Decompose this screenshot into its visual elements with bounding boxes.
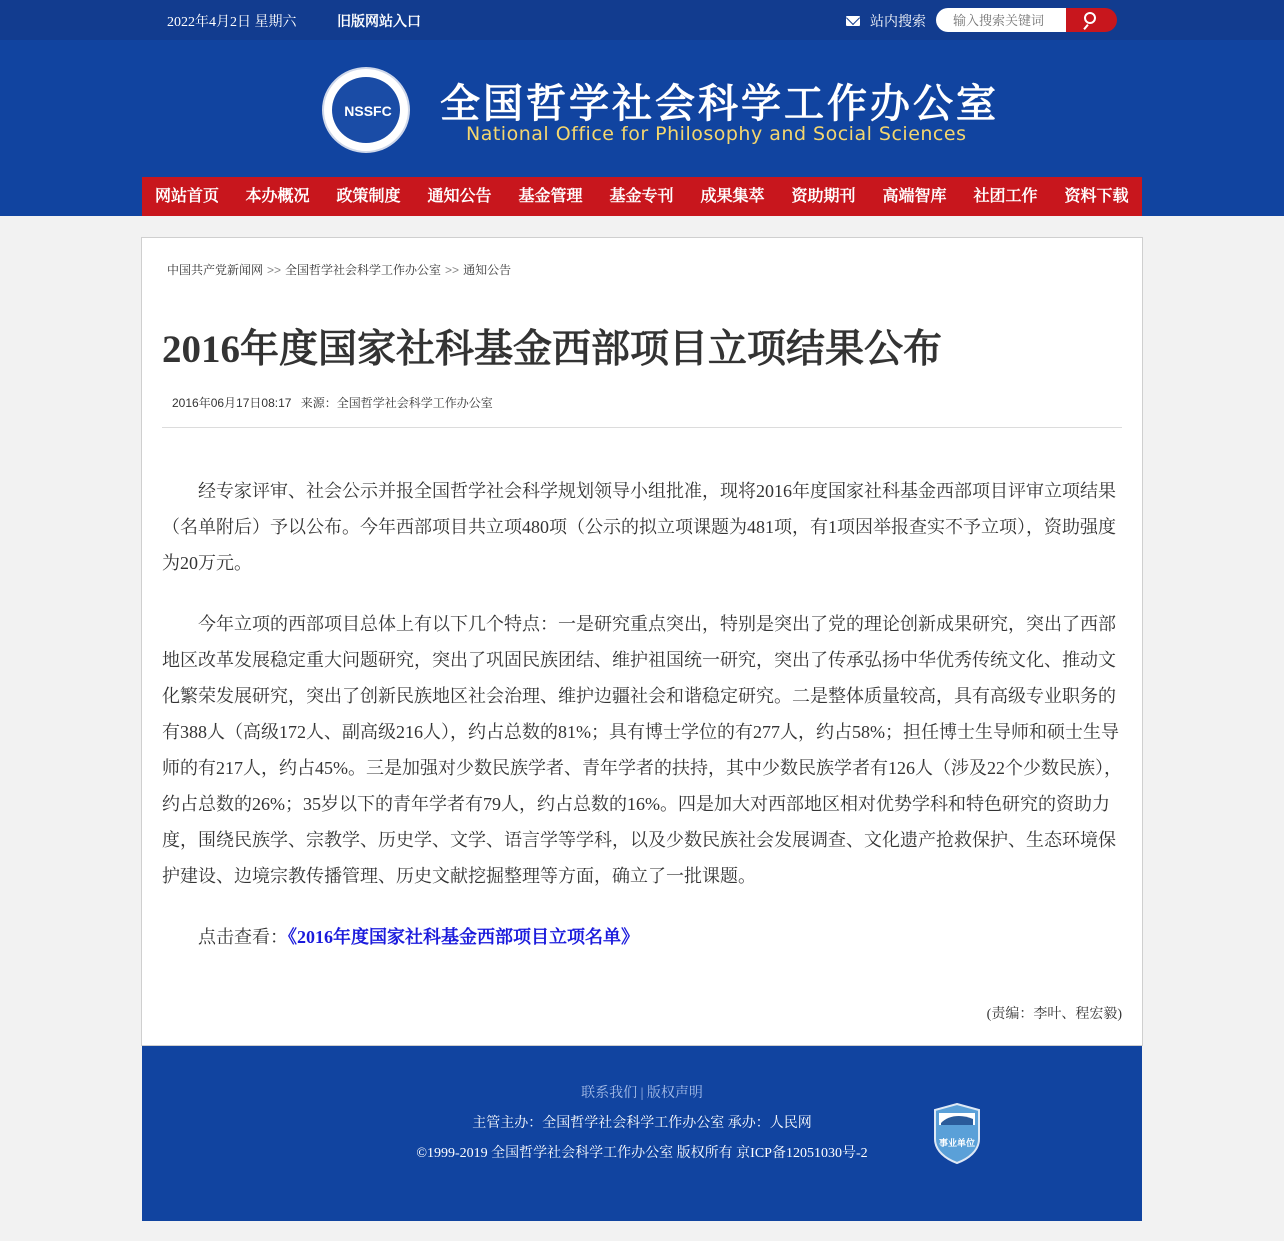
nav-about[interactable]: 本办概况	[245, 188, 310, 205]
site-search-label: 站内搜索	[870, 15, 926, 30]
breadcrumb-separator: >>	[267, 263, 282, 277]
nav-associations[interactable]: 社团工作	[973, 188, 1038, 205]
nav-fund-journal[interactable]: 基金专刊	[609, 188, 674, 205]
article-container	[141, 237, 1143, 1046]
nav-think-tanks[interactable]: 高端智库	[882, 188, 947, 205]
site-title-cn: 全国哲学社会科学工作办公室	[440, 81, 999, 126]
article-paragraph: 经专家评审、社会公示并报全国哲学社会科学规划领导小组批准，现将2016年度国家社科基金西部项目评审立项结果（名单附后）予以公布。今年西部项目共立项480项（公示的拟立项课题为481项，有1项因举报查实不予立项），资助强度为20万元。	[162, 481, 1116, 573]
click-to-view	[162, 919, 1122, 955]
editor-credit: (责编：李叶、程宏毅)	[986, 1007, 1122, 1022]
article-title: 2016年度国家社科基金西部项目立项结果公布	[162, 328, 943, 371]
footer-divider: |	[640, 1086, 644, 1101]
nav-downloads[interactable]: 资料下载	[1064, 188, 1129, 205]
article-meta	[172, 394, 493, 411]
search-input[interactable]	[936, 8, 1068, 32]
nav-home[interactable]: 网站首页	[154, 188, 219, 205]
breadcrumb-item[interactable]: 中国共产党新闻网	[167, 263, 264, 277]
breadcrumb-separator: >>	[445, 263, 460, 277]
divider	[162, 427, 1122, 428]
nssfc-logo[interactable]	[322, 67, 410, 153]
article-body	[162, 473, 1122, 980]
search-button[interactable]	[1066, 8, 1117, 32]
nav-funded-periodicals[interactable]: 资助期刊	[791, 188, 856, 205]
nav-policy[interactable]: 政策制度	[336, 188, 401, 205]
project-list-link[interactable]: 《2016年度国家社科基金西部项目立项名单》	[288, 927, 639, 947]
breadcrumb-item[interactable]: 通知公告	[463, 263, 512, 277]
badge-label: 事业单位	[938, 1138, 976, 1148]
breadcrumb-item[interactable]: 全国哲学社会科学工作办公室	[285, 263, 442, 277]
article-source: 来源：全国哲学社会科学工作办公室	[300, 396, 493, 410]
nav-notices[interactable]: 通知公告	[427, 188, 492, 205]
old-site-link[interactable]: 旧版网站入口	[337, 15, 421, 30]
article-paragraph: 今年立项的西部项目总体上有以下几个特点：一是研究重点突出，特别是突出了党的理论创新成果研究，突出了西部地区改革发展稳定重大问题研究，突出了巩固民族团结、维护祖国统一研究，突出了传承弘扬中华优秀传统文化、推动文化繁荣发展研究，突出了创新民族地区社会治理、维护边疆社会和谐稳定研究。二是整体质量较高，具有高级专业职务的有388人（高级172人、副高级216人），约占总数的81%；具有博士学位的有277人，约占58%；担任博士生导师和硕士生导师的有217人，约占45%。三是加强对少数民族学者、青年学者的扶持，其中少数民族学者有126人（涉及22个少数民族），约占总数的26%；35岁以下的青年学者有79人，约占总数的16%。四是加大对西部地区相对优势学科和特色研究的资助力度，围绕民族学、宗教学、历史学、文学、语言学等学科，以及少数民族社会发展调查、文化遗产抢救保护、生态环境保护建设、边境宗教传播管理、历史文献挖掘整理等方面，确立了一批课题。	[162, 614, 1122, 886]
copyright-notice-link[interactable]: 版权声明	[646, 1086, 703, 1101]
current-date: 2022年4月2日 星期六	[167, 15, 297, 30]
footer-copyright: ©1999-2019 全国哲学社会科学工作办公室 版权所有 京ICP备12051030号-2	[416, 1146, 868, 1161]
public-institution-badge-icon[interactable]	[932, 1103, 982, 1164]
search-icon	[1084, 12, 1096, 24]
footer-links	[142, 1082, 1142, 1102]
site-footer	[142, 1046, 1142, 1221]
contact-us-link[interactable]: 联系我们	[581, 1086, 638, 1101]
site-title-en: National Office for Philosophy and Social Sciences	[466, 123, 967, 145]
article-datetime: 2016年06月17日08:17	[172, 396, 292, 410]
footer-sponsor: 主管主办：全国哲学社会科学工作办公室 承办：人民网	[472, 1116, 812, 1131]
nav-achievements[interactable]: 成果集萃	[700, 188, 765, 205]
logo-text: NSSFC	[344, 103, 392, 119]
main-nav	[142, 177, 1142, 216]
top-bar	[0, 0, 1284, 40]
click-label: 点击查看：	[198, 927, 288, 947]
mail-icon	[846, 16, 860, 26]
nav-fund-management[interactable]: 基金管理	[518, 188, 583, 205]
breadcrumb	[167, 261, 511, 278]
